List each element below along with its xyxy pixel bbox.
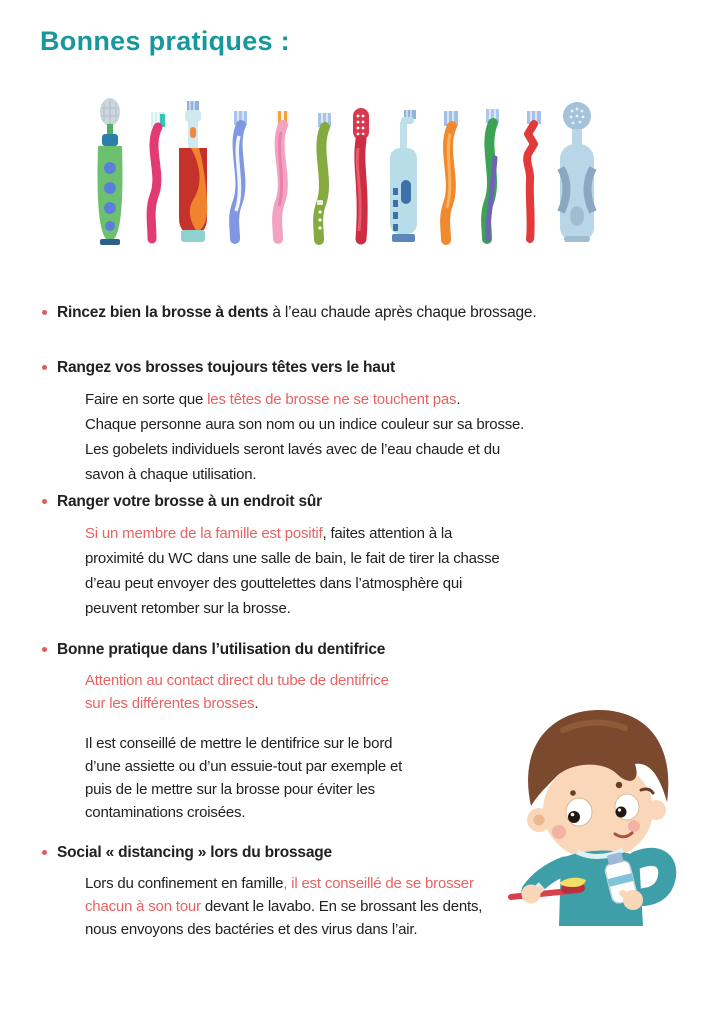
section-rincer (40, 302, 660, 323)
green-purple-manual-toothbrush-icon (486, 109, 499, 239)
text-run: . (456, 391, 461, 408)
pale-blue-electric-toothbrush-icon (560, 102, 594, 242)
text-line (85, 462, 660, 487)
text-run: proximité du WC dans une salle de bain, le fait de tirer la chasse (85, 550, 500, 567)
toothbrushes-image (88, 96, 600, 256)
text-line (85, 437, 660, 462)
item-heading: Bonne pratique dans l’utilisation du dentifrice (57, 641, 386, 658)
text-line (85, 546, 660, 571)
text-line (85, 412, 660, 437)
bullet-icon (42, 499, 47, 504)
bullet-icon (42, 850, 47, 855)
bullet-item (40, 491, 660, 512)
bullet-icon (42, 647, 47, 652)
bullet-item (40, 302, 660, 323)
text-run: Si un membre de la famille est positif (85, 525, 323, 542)
text-run: Chaque personne aura son nom ou un indice couleur sur sa brosse. (85, 416, 525, 433)
item-heading: Rangez vos brosses toujours têtes vers le haut (57, 359, 395, 376)
text-run: contaminations croisées. (85, 804, 246, 821)
light-blue-electric-toothbrush-icon (390, 110, 417, 242)
red-orange-electric-toothbrush-icon (179, 101, 207, 242)
pink-manual-toothbrush-icon (276, 111, 289, 239)
text-run: devant le lavabo. En se brossant les dents, (200, 898, 483, 915)
item-paragraph (85, 387, 660, 487)
bullet-item (40, 639, 660, 660)
section-endroit-sur (40, 491, 660, 621)
bullet-icon (42, 310, 47, 315)
boy-brushing-illustration (503, 698, 699, 926)
text-run: sur les différentes brosses (85, 695, 255, 712)
text-run: Faire en sorte que (85, 391, 208, 408)
crimson-manual-toothbrush-icon (353, 108, 369, 239)
text-run: puis de le mettre sur la brosse pour éviter les (85, 781, 375, 798)
item-paragraph (85, 521, 660, 621)
text-run: d’une assiette ou d’un essuie-tout par exemple et (85, 758, 403, 775)
text-run: savon à chaque utilisation. (85, 466, 257, 483)
section-rangement-tetes (40, 357, 660, 487)
magenta-manual-toothbrush-icon (151, 112, 165, 239)
text-run: Attention au contact direct du tube de dentifrice (85, 672, 389, 689)
text-run: chacun à son tour (85, 898, 201, 915)
text-run: Les gobelets individuels seront lavés avec de l’eau chaude et du (85, 441, 500, 458)
text-run: nous envoyons des bactéries et des virus dans l’air. (85, 921, 418, 938)
text-run: , faites attention à la (322, 525, 453, 542)
text-run: , il est conseillé de se brosser (283, 875, 474, 892)
text-run: d’eau peut envoyer des gouttelettes dans l’atmosphère qui (85, 575, 463, 592)
text-run: Lors du confinement en famille (85, 875, 284, 892)
text-line (85, 521, 660, 546)
orange-manual-toothbrush-icon (444, 111, 458, 240)
green-electric-toothbrush-icon (98, 98, 123, 245)
red-zigzag-manual-toothbrush-icon (527, 111, 541, 239)
text-line (85, 669, 660, 692)
text-run: . (254, 695, 259, 712)
text-line (85, 571, 660, 596)
text-run: peuvent retomber sur la brosse. (85, 600, 291, 617)
text-line (85, 596, 660, 621)
item-heading-tail: à l’eau chaude après chaque brossage. (268, 304, 537, 321)
item-heading: Social « distancing » lors du brossage (57, 844, 332, 861)
blue-wave-manual-toothbrush-icon (234, 111, 247, 239)
olive-green-manual-toothbrush-icon (317, 113, 331, 240)
bullet-item (40, 357, 660, 378)
text-run: les têtes de brosse ne se touchent pas (207, 391, 457, 408)
bullet-icon (42, 365, 47, 370)
item-heading: Rincez bien la brosse à dents (57, 304, 269, 321)
page-title: Bonnes pratiques : (40, 26, 290, 56)
item-heading: Ranger votre brosse à un endroit sûr (57, 493, 322, 510)
text-run: Il est conseillé de mettre le dentifrice sur le bord (85, 735, 393, 752)
text-line (85, 387, 660, 412)
